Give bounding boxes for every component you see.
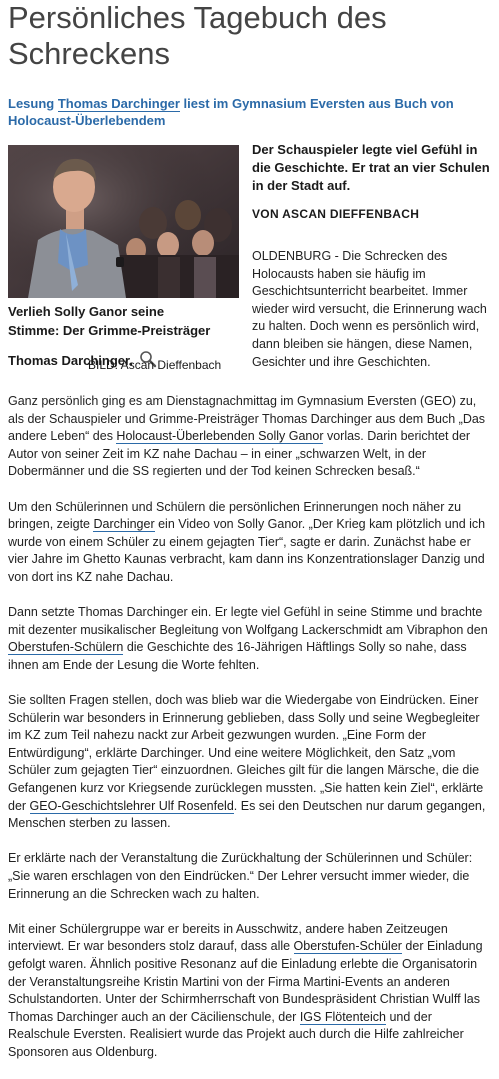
photo-image xyxy=(8,145,239,298)
caption-line-2: Stimme: Der Grimme-Preisträger xyxy=(8,323,211,338)
paragraph-text: Dann setzte Thomas Darchinger ein. Er legte viel Gefühl in seine Stimme und brachte mit dezenter musikalischer Begleitung von Wolfgang Lackerschmidt am Vibraphon den xyxy=(8,605,488,637)
kicker-link-thomas-darchinger[interactable]: Thomas Darchinger xyxy=(57,96,180,111)
caption-line-3-text: Thomas Darchinger. xyxy=(8,353,133,368)
link-oberstufen-schuelern[interactable]: Oberstufen-Schülern xyxy=(8,640,124,655)
body-paragraph-5 xyxy=(8,850,492,903)
paragraph-text: ein Video von Solly Ganor. „Der Krieg kam plötzlich und ich wurde von einem Schüler zu einem gejagten Tier“, sagte er darin. Zunächst habe er vier Jahre im Ghetto Kaunas verbracht, kam dann ins Konzentrationslager Danzig und von dort ins KZ nahe Dachau. xyxy=(8,517,486,584)
paragraph-text: die Geschichte des 16-Jährigen Häftlings Solly so nahe, dass ihnen am Ende der Lesung die Worte fehlten. xyxy=(8,640,467,672)
article-lede: OLDENBURG - Die Schrecken des Holocausts haben sie häufig im Geschichtsunterricht bearbeitet. Immer wieder wird versucht, die Erinnerung wach zu halten. Doch wenn es persönlich wird, dann bleiben sie hängen, diese Namen, Gesichter und ihre Geschichten. xyxy=(252,249,487,369)
link-holocaust-ueberlebender-solly-ganor[interactable]: Holocaust-Überlebenden Solly Ganor xyxy=(116,429,324,444)
body-paragraph-6 xyxy=(8,921,492,1062)
link-igs-floetenteich[interactable]: IGS Flötenteich xyxy=(299,1009,386,1024)
paragraph-text: . Es sei den Deutschen nur darum gegangen, Menschen sterben zu lassen. xyxy=(8,798,486,831)
paragraph-text: Ganz persönlich ging es am Dienstagnachmittag im Gymnasium Eversten (GEO) zu, als der Schauspieler und Grimme-Preisträger Thomas Darchinger aus dem Buch „Das andere Leben“ des xyxy=(8,394,486,444)
body-paragraph-2 xyxy=(8,499,492,587)
link-oberstufen-schueler[interactable]: Oberstufen-Schüler xyxy=(293,939,402,954)
caption-line-1: Verlieh Solly Ganor seine xyxy=(8,304,165,319)
body-paragraph-3 xyxy=(8,604,492,674)
article-headline: Persönliches Tagebuch des Schreckens xyxy=(8,0,387,71)
article-kicker xyxy=(8,95,488,129)
kicker-pre: Lesung xyxy=(8,96,58,111)
body-paragraph-1 xyxy=(8,393,492,481)
article-body xyxy=(8,393,492,1079)
photo-credit: BILD: Ascan Dieffenbach xyxy=(88,358,222,372)
body-paragraph-4 xyxy=(8,692,492,833)
paragraph-text: vorlas. Darin berichtet der Autor von seiner Zeit im KZ nahe Dachau – in einer „schwarzen Welt, in der Dobermänner und die SS regierten und der Tod keinen Schrecken besaß.“ xyxy=(8,429,471,479)
kicker-post: liest im Gymnasium Eversten aus Buch von Holocaust-Überlebendem xyxy=(8,96,454,128)
link-darchinger[interactable]: Darchinger xyxy=(93,517,155,532)
article-teaser: Der Schauspieler legte viel Gefühl in die Geschichte. Er trat an vier Schulen in der Stadt auf. xyxy=(252,142,490,193)
paragraph-text: Um den Schülerinnen und Schülern die persönlichen Erinnerungen noch näher zu bringen, zeigte xyxy=(8,499,462,532)
article-author: VON ASCAN DIEFFENBACH xyxy=(252,207,420,221)
paragraph-text: Er erklärte nach der Veranstaltung die Zurückhaltung der Schülerinnen und Schüler: „Sie waren erschlagen von den Eindrücken.“ Der Lehrer versucht immer wieder, die Erinnerung an die Schrecken wach zu halten. xyxy=(8,851,473,901)
paragraph-text: Sie sollten Fragen stellen, doch was blieb war die Wiedergabe von Eindrücken. Einer Schülerin war besonders in Erinnerung geblieben, dass Solly und seine Wegbegleiter im KZ zum Teil nahezu nackt zur Arbeit gezwungen wurden. „Eine Form der Entwürdigung“, erklärte Darchinger. Und eine weitere Möglichkeit, den Satz „vom Schüler zum gejagten Tier“ einzuordnen. Gleiches gilt für die langen Märsche, die die Gefangenen kurz vor Kriegsende zurücklegen mussten. „Sie hatten kein Ziel“, erklärte der xyxy=(8,693,484,813)
paragraph-text: der Einladung gefolgt waren. Ähnlich positive Resonanz auf die Einladung erlebte die Organisatorin der Veranstaltungsreihe Kristin Martini von der Firma Martini-Events an anderen Schulstandorten. Unter der Schirmherrschaft von Bundespräsident Christian Wulff las Thomas Darchinger auch an der Cäcilienschule, der xyxy=(8,939,483,1024)
paragraph-text: und der Realschule Eversten. Realisiert wurde das Projekt auch durch die Hilfe zahlreicher Sponsoren aus Oldenburg. xyxy=(8,1009,464,1059)
link-geo-geschichtslehrer-ulf-rosenfeld[interactable]: GEO-Geschichtslehrer Ulf Rosenfeld xyxy=(29,798,234,813)
article-photo[interactable] xyxy=(8,145,239,298)
paragraph-text: Mit einer Schülergruppe war er bereits in Ausschwitz, andere haben Zeitzeugen interviewt. Er war besonders stolz darauf, dass alle xyxy=(8,921,448,954)
